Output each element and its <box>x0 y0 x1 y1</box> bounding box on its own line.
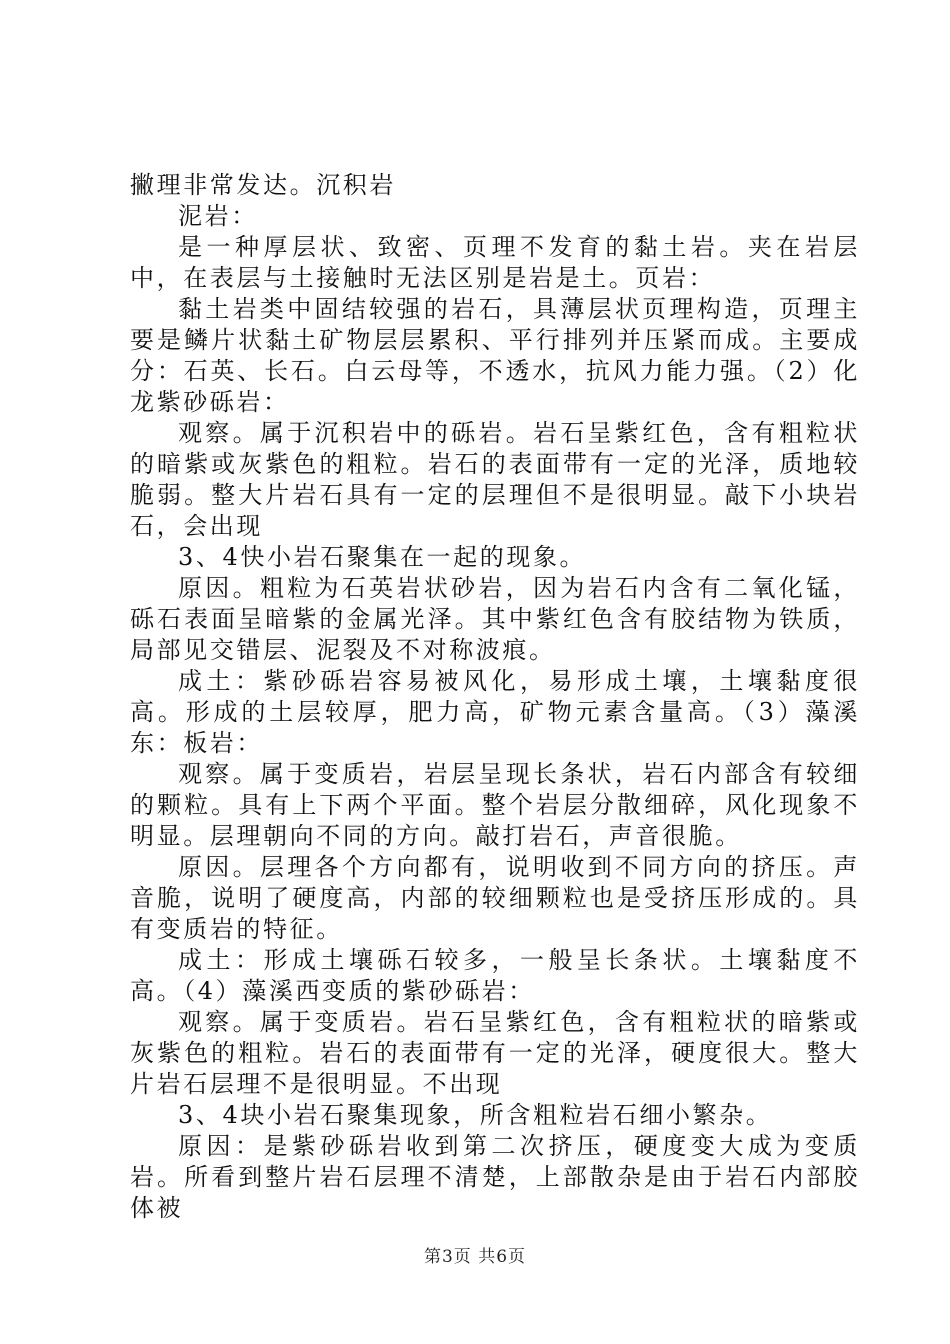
paragraph: 撇理非常发达。沉积岩 <box>130 171 396 199</box>
paragraph: 观察。属于变质岩，岩层呈现长条状，岩石内部含有较细的颗粒。具有上下两个平面。整个岩层分散细碎，风化现象不明显。层理朝向不同的方向。敲打岩石，声音很脆。 <box>130 760 860 850</box>
paragraph: 原因。层理各个方向都有，说明收到不同方向的挤压。声音脆，说明了硬度高，内部的较细颗粒也是受挤压形成的。具有变质岩的特征。 <box>130 853 860 943</box>
paragraph: 黏土岩类中固结较强的岩石，具薄层状页理构造，页理主要是鳞片状黏土矿物层层累积、平行排列并压紧而成。主要成分：石英、长石。白云母等，不透水，抗风力能力强。（2）化龙紫砂砾岩： <box>130 295 860 416</box>
paragraph: 泥岩： <box>178 202 258 230</box>
paragraph: 3、4块小岩石聚集现象，所含粗粒岩石细小繁杂。 <box>178 1101 773 1129</box>
page-footer: 第3页 共6页 <box>423 1247 527 1267</box>
paragraph: 成土：形成土壤砾石较多，一般呈长条状。土壤黏度不高。（4）藻溪西变质的紫砂砾岩： <box>130 946 860 1005</box>
paragraph: 原因。粗粒为石英岩状砂岩，因为岩石内含有二氧化锰，砾石表面呈暗紫的金属光泽。其中紫红色含有胶结物为铁质，局部见交错层、泥裂及不对称波痕。 <box>130 574 860 664</box>
paragraph: 是一种厚层状、致密、页理不发育的黏土岩。夹在岩层中，在表层与土接触时无法区别是岩是土。页岩： <box>130 233 860 292</box>
paragraph: 观察。属于沉积岩中的砾岩。岩石呈紫红色，含有粗粒状的暗紫或灰紫色的粗粒。岩石的表面带有一定的光泽，质地较脆弱。整大片岩石具有一定的层理但不是很明显。敲下小块岩石，会出现 <box>130 419 860 540</box>
paragraph: 成土：紫砂砾岩容易被风化，易形成土壤，土壤黏度很高。形成的土层较厚，肥力高，矿物元素含量高。（3）藻溪东：板岩： <box>130 667 860 757</box>
paragraph: 观察。属于变质岩。岩石呈紫红色，含有粗粒状的暗紫或灰紫色的粗粒。岩石的表面带有一定的光泽，硬度很大。整大片岩石层理不是很明显。不出现 <box>130 1008 860 1098</box>
paragraph: 3、4快小岩石聚集在一起的现象。 <box>178 543 587 571</box>
paragraph: 原因：是紫砂砾岩收到第二次挤压，硬度变大成为变质岩。所看到整片岩石层理不清楚，上部散杂是由于岩石内部胶体被 <box>130 1132 860 1222</box>
document-body <box>130 170 860 1224</box>
